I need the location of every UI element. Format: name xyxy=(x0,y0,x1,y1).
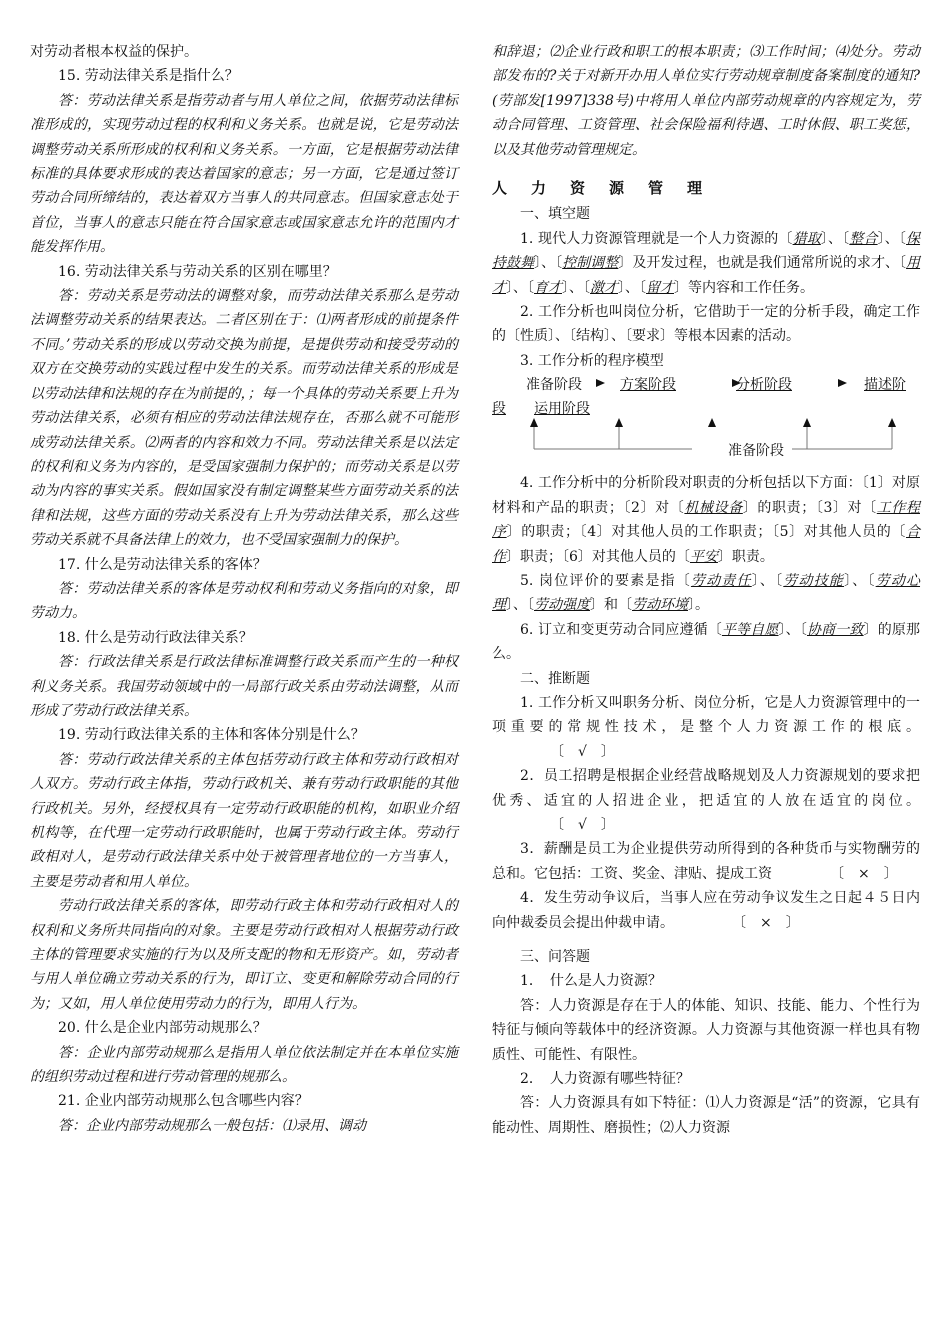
judgment-heading: 二、推断题 xyxy=(520,670,590,687)
judgment-mark-2: 〔 √ 〕 xyxy=(550,816,615,833)
question-19: 19. 劳动行政法律关系的主体和客体分别是什么？ xyxy=(58,727,365,744)
stage-analysis: 分析阶段 xyxy=(736,377,792,394)
qa-question-1: 1． 什么是人力资源？ xyxy=(520,973,662,990)
question-18: 18. 什么是劳动行政法律关系？ xyxy=(58,629,253,646)
stage-apply: 运用阶段 xyxy=(534,401,590,418)
judgment-item-2: 2．员工招聘是根据企业经营战略规划及人力资源规划的要求把优秀、适宜的人招进企业，把适宜的人放在适宜的岗位。〔 √ 〕 xyxy=(492,764,920,837)
answer-19-part1: 答：劳动行政法律关系的主体包括劳动行政主体和劳动行政相对人双方。劳动行政主体指，劳动行政机关、兼有劳动行政职能的其他行政机关。另外，经授权具有一定劳动行政职能的机构，如职业介绍机构等，在代理一定劳动行政职能时，也属于劳动行政主体。劳动行政相对人，是劳动行政法律关系中处于被管理者地位的一方当事人，主要是劳动者和用人单位。 xyxy=(30,751,458,890)
judgment-mark-1: 〔 √ 〕 xyxy=(550,743,615,760)
answer-21: 答：企业内部劳动规那么一般包括：⑴录用、调动 xyxy=(58,1117,366,1134)
qa-answer-1: 答：人力资源是存在于人的体能、知识、技能、能力、个性行为特征与倾向等载体中的经济资源。人力资源与其他资源一样也具有物质性、可能性、有限性。 xyxy=(492,997,920,1063)
process-model-diagram xyxy=(492,373,920,471)
question-16: 16. 劳动法律关系与劳动关系的区别在哪里？ xyxy=(58,263,337,280)
fill-item-5: 5. 岗位评价的要素是指〔劳动责任〕、〔劳动技能〕、〔劳动心理〕、〔劳动强度〕和〔劳动环境〕。 xyxy=(492,572,921,614)
answer-18: 答：行政法律关系是行政法律标准调整行政关系而产生的一种权利义务关系。我国劳动领域中的一局部行政关系由劳动法调整，从而形成了劳动行政法律关系。 xyxy=(30,654,458,719)
judgment-mark-4: 〔 × 〕 xyxy=(732,914,800,931)
question-17: 17. 什么是劳动法律关系的客体？ xyxy=(58,556,267,573)
fill-item-4: 4. 工作分析中的分析阶段对职责的分析包括以下方面：〔1〕对原材料和产品的职责；〔2〕对〔机械设备〕的职责；〔3〕对〔工作程序〕的职责；〔4〕对其他人员的工作职责；〔5〕对其他人员的〔合作〕职责；〔6〕对其他人员的〔平安〕职责。 xyxy=(492,475,920,565)
judgment-item-1: 1. 工作分析又叫职务分析、岗位分析，它是人力资源管理中的一项重要的常规性技术，是整个人力资源工作的根底。〔 √ 〕 xyxy=(492,691,920,764)
stage-describe: 描述阶 xyxy=(864,377,906,394)
fill-item-6: 6. 订立和变更劳动合同应遵循〔平等自愿〕、〔协商一致〕的原那么。 xyxy=(492,621,921,663)
fill-item-1: 1. 现代人力资源管理就是一个人力资源的〔猎取〕、〔整合〕、〔保持鼓舞〕、〔控制调整〕及开发过程，也就是我们通常所说的求才、〔用才〕、〔育才〕、〔激才〕、〔留才〕等内容和工作任务。 xyxy=(492,230,921,296)
answer-15: 答：劳动法律关系是指劳动者与用人单位之间，依据劳动法律标准形成的，实现劳动过程的权利和义务关系。也就是说，它是劳动法调整劳动关系所形成的权利和义务关系。一方面，它是根据劳动法律标准的具体要求形成的表达着国家的意志；另一方面，它是通过签订劳动合同所缔结的，表达着双方当事人的共同意志。但国家意志处于首位，当事人的意志只能在符合国家意志或国家意志允许的范围内才能发挥作用。 xyxy=(30,92,458,256)
stage-describe-end: 段 xyxy=(492,401,506,418)
answer-17: 答：劳动法律关系的客体是劳动权利和劳动义务指向的对象，即劳动力。 xyxy=(30,580,458,622)
stage-plan: 方案阶段 xyxy=(620,377,676,394)
qa-question-2: 2． 人力资源有哪些特征？ xyxy=(520,1071,690,1088)
qa-answer-2: 答：人力资源具有如下特征：⑴人力资源是“活”的资源，它具有能动性、周期性、磨损性；⑵人力资源 xyxy=(492,1095,920,1136)
diagram-bottom-label: 准备阶段 xyxy=(728,443,784,460)
judgment-item-3: 3．薪酬是员工为企业提供劳动所得到的各种货币与实物酬劳的总和。它包括：工资、奖金、津贴、提成工资 〔 × 〕 xyxy=(492,837,920,886)
answer-21-continued: 和辞退；⑵企业行政和职工的根本职责；⑶工作时间；⑷处分。劳动部发布的?关于对新开办用人单位实行劳动规章制度备案制度的通知?(劳部发[1997]338号)中将用人单位内部劳动规章的内容规定为，劳动合同管理、工资管理、社会保险福利待遇、工时休假、职工奖惩，以及其他劳动管理规定。 xyxy=(492,44,920,158)
paragraph: 对劳动者根本权益的保护。 xyxy=(30,44,198,60)
right-column xyxy=(492,40,920,1140)
stage-prep: 准备阶段 xyxy=(526,377,582,394)
fill-item-2: 2. 工作分析也叫岗位分析，它借助于一定的分析手段，确定工作的〔性质〕、〔结构〕、〔要求〕等根本因素的活动。 xyxy=(492,304,920,345)
fill-in-heading: 一、填空题 xyxy=(520,206,590,223)
judgment-item-4: 4．发生劳动争议后，当事人应在劳动争议发生之日起４５日内向仲裁委员会提出仲裁申请。 〔 × 〕 xyxy=(492,886,920,935)
question-21: 21. 企业内部劳动规那么包含哪些内容？ xyxy=(58,1093,309,1110)
judgment-mark-3: 〔 × 〕 xyxy=(830,865,898,882)
fill-item-3: 3. 工作分析的程序模型 xyxy=(520,352,664,369)
section-title: 人力资源管理 xyxy=(492,179,727,198)
answer-19-part2: 劳动行政法律关系的客体，即劳动行政主体和劳动行政相对人的权利和义务所共同指向的对象。主要是劳动行政相对人根据劳动行政主体的管理要求实施的行为以及所支配的物和无形资产。如，劳动者与用人单位确立劳动关系的行为，即订立、变更和解除劳动合同的行为；又如，用人单位使用劳动力的行为，即用人行为。 xyxy=(30,898,458,1012)
question-20: 20. 什么是企业内部劳动规那么？ xyxy=(58,1020,267,1037)
answer-20: 答：企业内部劳动规那么是指用人单位依法制定并在本单位实施的组织劳动过程和进行劳动管理的规那么。 xyxy=(30,1044,458,1086)
left-column xyxy=(30,40,458,1138)
spacer xyxy=(492,935,920,945)
answer-16: 答：劳动关系是劳动法的调整对象，而劳动法律关系那么是劳动法调整劳动关系的结果表达。二者区别在于：⑴两者形成的前提条件不同。’劳动关系的形成以劳动交换为前提，是提供劳动和接受劳动的双方在交换劳动的实践过程中发生的关系。而劳动法律关系的形成是以劳动法律和法规的存在为前提的，；每一个具体的劳动关系要上升为劳动法律关系，必须有相应的劳动法律法规存在，否那么就不可能形成劳动法律关系。⑵两者的内容和效力不同。劳动法律关系是以法定的权利和义务为内容的，是受国家强制力保护的；而劳动关系是以劳动为内容的事实关系。假如国家没有制定调整某些方面劳动关系的法律和法规，这些方面的劳动关系没有上升为劳动法律关系，那么这些劳动关系就不具备法律上的效力，也不受国家强制力的保护。 xyxy=(30,288,458,549)
qa-heading: 三、问答题 xyxy=(520,949,590,965)
question-15: 15. 劳动法律关系是指什么？ xyxy=(58,68,239,85)
